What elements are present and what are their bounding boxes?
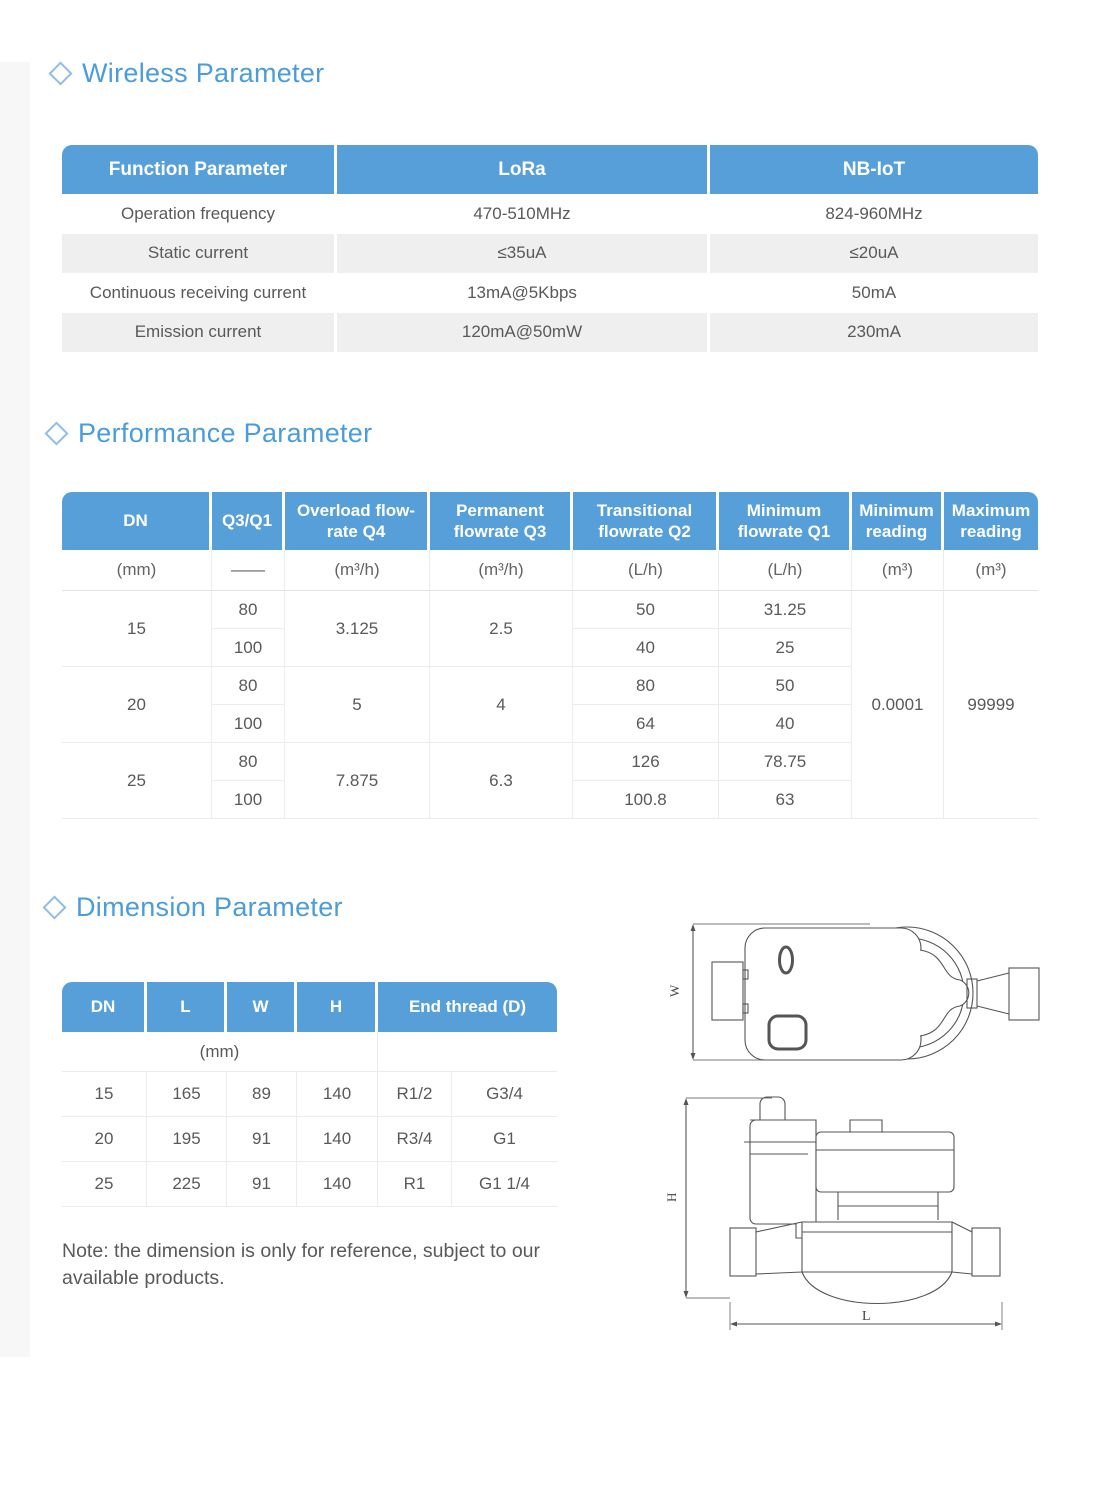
cell-value: 91	[227, 1162, 297, 1207]
diamond-icon	[42, 895, 66, 919]
dimension-table	[62, 982, 557, 1207]
column-header: Overload flow-rate Q4	[285, 492, 430, 550]
column-header: LoRa	[337, 145, 710, 194]
column-header: W	[227, 982, 297, 1032]
unit-cell: (L/h)	[719, 550, 852, 591]
dn-cell: 20	[62, 667, 212, 743]
dimension-label-h: H	[664, 1192, 679, 1202]
cell-value: 225	[147, 1162, 227, 1207]
section-title-text: Performance Parameter	[78, 418, 373, 448]
cell-value: 140	[297, 1162, 378, 1207]
cell-value: 50mA	[851, 282, 897, 302]
unit-cell: (L/h)	[573, 550, 719, 591]
cell-value: 230mA	[710, 313, 1038, 353]
wireless-table	[62, 145, 1038, 352]
permanent-cell: 6.3	[430, 743, 573, 819]
cell-value: 20	[62, 1117, 147, 1162]
overload-cell: 7.875	[285, 743, 430, 819]
q3q1-cell: 100	[212, 781, 285, 819]
cell-value: 91	[227, 1117, 297, 1162]
q3q1-cell: 100	[212, 705, 285, 743]
q1-cell: 78.75	[719, 743, 852, 781]
cell-value: R3/4	[378, 1117, 452, 1162]
unit-cell: (m³)	[944, 550, 1038, 591]
cell-value: 15	[62, 1072, 147, 1117]
q2-cell: 50	[573, 591, 719, 629]
section-title-text: Dimension Parameter	[76, 892, 343, 922]
q1-cell: 40	[719, 705, 852, 743]
wireless-section-title	[52, 58, 324, 89]
q3q1-cell: 80	[212, 591, 285, 629]
permanent-cell: 2.5	[430, 591, 573, 667]
q3q1-cell: 80	[212, 667, 285, 705]
table-row	[62, 234, 1038, 274]
row-label: Continuous receiving current	[62, 273, 337, 313]
permanent-cell: 4	[430, 667, 573, 743]
cell-value: G1	[452, 1117, 557, 1162]
dimension-note: Note: the dimension is only for reference, subject to our available products.	[62, 1240, 540, 1290]
dn-cell: 15	[62, 591, 212, 667]
diamond-icon	[48, 61, 72, 85]
q2-cell: 80	[573, 667, 719, 705]
performance-section-title	[48, 418, 372, 449]
q2-cell: 100.8	[573, 781, 719, 819]
q2-cell: 64	[573, 705, 719, 743]
cell-value: 824-960MHz	[825, 203, 923, 223]
cell-value: ≤35uA	[337, 234, 710, 274]
unit-cell: (m³/h)	[285, 550, 430, 591]
unit-cell: (m³)	[852, 550, 944, 591]
dimension-table-header	[62, 982, 557, 1032]
table-row	[62, 273, 1038, 313]
column-header: End thread (D)	[378, 982, 557, 1032]
section-title-text: Wireless Parameter	[82, 58, 325, 88]
dimension-data-rows	[62, 1072, 557, 1207]
column-header: DN	[62, 492, 212, 550]
meter-top-view-diagram	[655, 900, 1065, 1080]
cell-value: 89	[227, 1072, 297, 1117]
cell-value: 470-510MHz	[337, 194, 710, 234]
cell-value: 120mA@50mW	[337, 313, 710, 353]
max-reading-cell: 99999	[944, 591, 1038, 819]
column-header: Function Parameter	[62, 145, 337, 194]
cell-value: ≤20uA	[710, 234, 1038, 274]
min-reading-cell: 0.0001	[852, 591, 944, 819]
cell-value: 165	[147, 1072, 227, 1117]
unit-cell: (mm)	[62, 1032, 378, 1072]
dimension-label-l: L	[862, 1309, 871, 1324]
column-header: L	[147, 982, 227, 1032]
q1-cell: 63	[719, 781, 852, 819]
row-label: Emission current	[62, 313, 337, 353]
q2-cell: 126	[573, 743, 719, 781]
q3q1-cell: 100	[212, 629, 285, 667]
cell-value: G3/4	[452, 1072, 557, 1117]
cell-value: G1 1/4	[452, 1162, 557, 1207]
q2-cell: 40	[573, 629, 719, 667]
performance-table	[62, 492, 1038, 819]
column-header: H	[297, 982, 378, 1032]
dimension-section-title	[46, 892, 343, 923]
overload-cell: 3.125	[285, 591, 430, 667]
table-row	[62, 194, 1038, 234]
unit-cell: (m³/h)	[430, 550, 573, 591]
row-label: Static current	[62, 234, 337, 274]
cell-value: 140	[297, 1072, 378, 1117]
page-edge-shade	[0, 62, 30, 1357]
column-header: Minimum flowrate Q1	[719, 492, 852, 550]
q3q1-cell: 80	[212, 743, 285, 781]
q1-cell: 25	[719, 629, 852, 667]
cell-value: 13mA@5Kbps	[337, 273, 710, 313]
units-row	[62, 550, 1038, 591]
cell-value: 25	[62, 1162, 147, 1207]
cell-value: 195	[147, 1117, 227, 1162]
q1-cell: 31.25	[719, 591, 852, 629]
overload-cell: 5	[285, 667, 430, 743]
dn-cell: 25	[62, 743, 212, 819]
column-header: Permanent flowrate Q3	[430, 492, 573, 550]
column-header: Minimum reading	[852, 492, 944, 550]
table-row	[62, 313, 1038, 353]
column-header: Q3/Q1	[212, 492, 285, 550]
dimension-units-row	[62, 1032, 557, 1072]
column-header: NB-IoT	[710, 145, 1038, 194]
performance-data-grid	[62, 591, 1038, 819]
cell-value: 140	[297, 1117, 378, 1162]
row-label: Operation frequency	[62, 194, 337, 234]
column-header: Transitional flowrate Q2	[573, 492, 719, 550]
dimension-label-w: W	[667, 984, 682, 997]
cell-value: R1	[378, 1162, 452, 1207]
performance-table-header	[62, 492, 1038, 550]
meter-side-view-diagram	[650, 1080, 1070, 1335]
diamond-icon	[44, 421, 68, 445]
wireless-table-header	[62, 145, 1038, 194]
cell-value: R1/2	[378, 1072, 452, 1117]
column-header: DN	[62, 982, 147, 1032]
q1-cell: 50	[719, 667, 852, 705]
unit-cell: ——	[212, 550, 285, 591]
column-header: Maximum reading	[944, 492, 1038, 550]
unit-cell-empty	[378, 1032, 557, 1072]
unit-cell: (mm)	[62, 550, 212, 591]
